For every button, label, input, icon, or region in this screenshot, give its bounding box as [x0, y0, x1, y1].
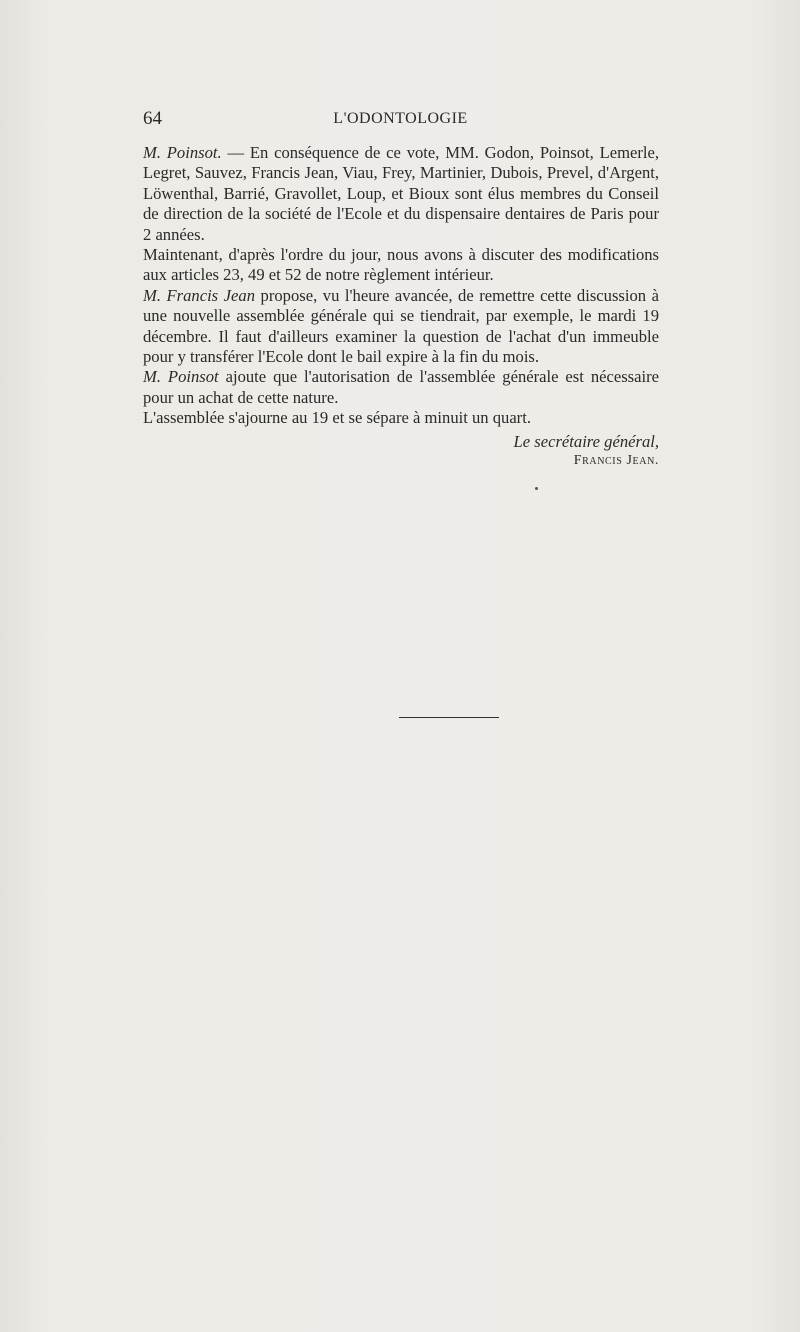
signature-role: Le secrétaire général,	[513, 432, 659, 451]
body-text	[143, 143, 659, 429]
paragraph-text: Maintenant, d'après l'ordre du jour, nous avons à discuter des modifications aux articles 23, 49 et 52 de notre règlement intérieur.	[143, 245, 659, 285]
speaker-name: M. Francis Jean	[143, 285, 256, 305]
paragraph-text: L'assemblée s'ajourne au 19 et se sépare à minuit un quart.	[143, 408, 531, 428]
ink-speck	[535, 487, 538, 490]
paragraph-text: — En conséquence de ce vote, MM. Godon, Poinsot, Lemerle, Legret, Sauvez, Francis Jean, Viau, Frey, Martinier, Dubois, Prevel, d'Argent, Löwenthal, Barrié, Gravollet, Loup, et Bioux sont élus membres du Conseil de direction de la société de l'Ecole et du dispensaire dentaires de Paris pour 2 années.	[143, 143, 659, 244]
paragraph-text: propose, vu l'heure avancée, de remettre cette discussion à une nouvelle assemblée générale qui se tiendrait, par exemple, le mardi 19 décembre. Il faut d'ailleurs examiner la question de l'achat d'un immeuble pour y transférer l'Ecole dont le bail expire à la fin du mois.	[143, 285, 659, 367]
paragraph-text: ajoute que l'autorisation de l'assemblée générale est nécessaire pour un achat de cette nature.	[143, 367, 659, 407]
paragraph-poinsot-election	[143, 143, 659, 245]
paragraph-poinsot-authorization	[143, 367, 659, 408]
running-head	[143, 108, 658, 134]
paragraph-order-of-day	[143, 245, 659, 286]
paragraph-francis-jean	[143, 286, 659, 368]
signature-name: Francis Jean.	[573, 453, 659, 468]
end-rule-divider	[399, 717, 499, 718]
speaker-name: M. Poinsot.	[143, 143, 222, 162]
paragraph-adjournment	[143, 408, 659, 428]
journal-title: L'ODONTOLOGIE	[333, 110, 468, 127]
page-number: 64	[143, 108, 162, 129]
speaker-name: M. Poinsot	[143, 367, 219, 387]
